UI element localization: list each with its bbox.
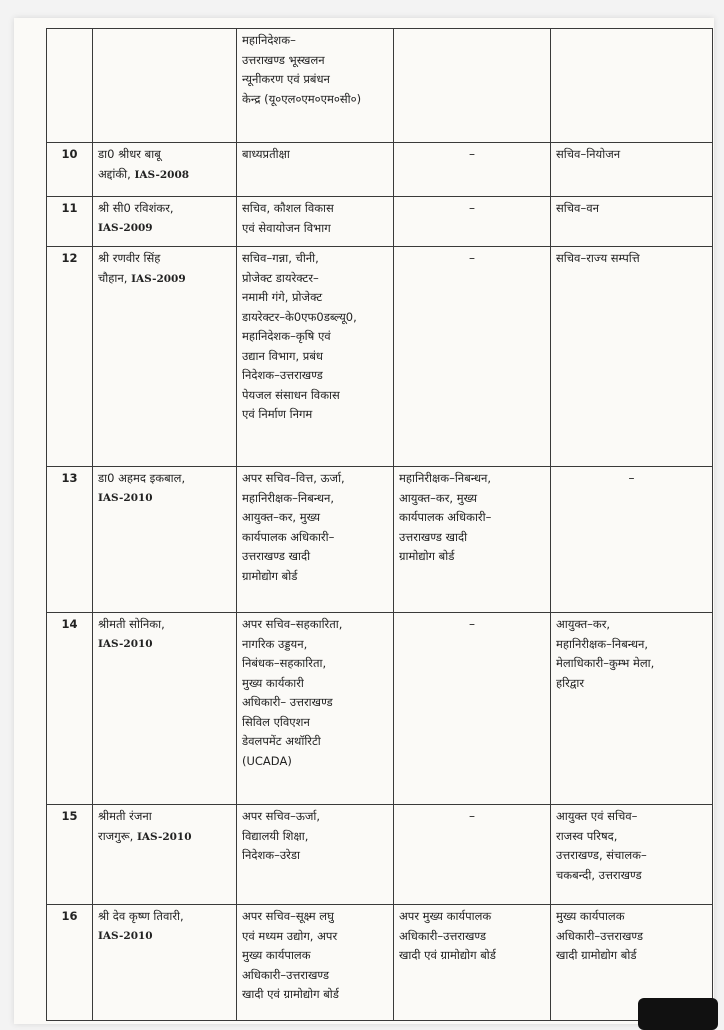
relieved-post: सचिव–नियोजन <box>551 143 713 197</box>
current-post: अपर सचिव–सहकारिता, नागरिक उड्डयन, निबंधक–सहकारिता, मुख्य कार्यकारी अधिकारी– उत्तराखण्ड सिविल एविएशन डेवलपमेंट अथॉरिटी (UCADA) <box>237 613 394 805</box>
ias-batch: IAS-2008 <box>134 168 190 181</box>
officer-name <box>93 29 237 143</box>
current-post: अपर सचिव–वित्त, ऊर्जा, महानिरीक्षक–निबन्धन, आयुक्त–कर, मुख्य कार्यपालक अधिकारी– उत्तराखण्ड खादी ग्रामोद्योग बोर्ड <box>237 467 394 613</box>
document-page <box>14 18 714 1024</box>
officer-name: श्री रणवीर सिंह चौहान, IAS-2009 <box>93 247 237 467</box>
ias-batch: IAS-2010 <box>98 491 153 504</box>
new-post: – <box>394 143 551 197</box>
serial-number: 13 <box>47 467 93 613</box>
table-row <box>47 467 713 613</box>
officer-name: श्रीमती सोनिका, IAS-2010 <box>93 613 237 805</box>
relieved-post: आयुक्त एवं सचिव– राजस्व परिषद, उत्तराखण्ड, संचालक– चकबन्दी, उत्तराखण्ड <box>551 805 713 905</box>
current-post: सचिव–गन्ना, चीनी, प्रोजेक्ट डायरेक्टर– नमामी गंगे, प्रोजेक्ट डायरेक्टर–के0एफ0डब्ल्यू0, महानिदेशक–कृषि एवं उद्यान विभाग, प्रबंध निदेशक–उत्तराखण्ड पेयजल संसाधन विकास एवं निर्माण निगम <box>237 247 394 467</box>
new-post: अपर मुख्य कार्यपालक अधिकारी–उत्तराखण्ड खादी एवं ग्रामोद्योग बोर्ड <box>394 905 551 1021</box>
officer-name: श्री सी0 रविशंकर, IAS-2009 <box>93 197 237 247</box>
overlay-badge <box>638 998 718 1030</box>
ias-batch: IAS-2010 <box>98 637 153 650</box>
relieved-post <box>551 29 713 143</box>
current-post: बाध्यप्रतीक्षा <box>237 143 394 197</box>
table-row <box>47 143 713 197</box>
serial-number: 15 <box>47 805 93 905</box>
new-post: – <box>394 197 551 247</box>
table-row <box>47 247 713 467</box>
serial-number: 11 <box>47 197 93 247</box>
ias-batch: IAS-2009 <box>98 221 153 234</box>
new-post: – <box>394 247 551 467</box>
transfer-order-table <box>46 28 713 1021</box>
table-row <box>47 197 713 247</box>
serial-number: 12 <box>47 247 93 467</box>
officer-name: डा0 अहमद इकबाल, IAS-2010 <box>93 467 237 613</box>
table-row <box>47 29 713 143</box>
officer-name: श्री देव कृष्ण तिवारी, IAS-2010 <box>93 905 237 1021</box>
relieved-post: सचिव–वन <box>551 197 713 247</box>
new-post: – <box>394 805 551 905</box>
relieved-post: आयुक्त–कर, महानिरीक्षक–निबन्धन, मेलाधिकारी–कुम्भ मेला, हरिद्वार <box>551 613 713 805</box>
officer-name: डा0 श्रीधर बाबू अद्दांकी, IAS-2008 <box>93 143 237 197</box>
serial-number: 10 <box>47 143 93 197</box>
serial-number: 16 <box>47 905 93 1021</box>
table-row <box>47 905 713 1021</box>
relieved-post: मुख्य कार्यपालक अधिकारी–उत्तराखण्ड खादी ग्रामोद्योग बोर्ड <box>551 905 713 1021</box>
new-post <box>394 29 551 143</box>
relieved-post: सचिव–राज्य सम्पत्ति <box>551 247 713 467</box>
relieved-post: – <box>551 467 713 613</box>
table-row <box>47 805 713 905</box>
new-post: – <box>394 613 551 805</box>
ias-batch: IAS-2010 <box>98 929 153 942</box>
ias-batch: IAS-2009 <box>131 272 186 285</box>
current-post: अपर सचिव–ऊर्जा, विद्यालयी शिक्षा, निदेशक–उरेडा <box>237 805 394 905</box>
officer-name: श्रीमती रंजना राजगुरू, IAS-2010 <box>93 805 237 905</box>
current-post: सचिव, कौशल विकास एवं सेवायोजन विभाग <box>237 197 394 247</box>
serial-number: 14 <box>47 613 93 805</box>
current-post: महानिदेशक– उत्तराखण्ड भूस्खलन न्यूनीकरण एवं प्रबंधन केन्द्र (यू०एल०एम०एम०सी०) <box>237 29 394 143</box>
ias-batch: IAS-2010 <box>136 830 192 843</box>
new-post: महानिरीक्षक–निबन्धन, आयुक्त–कर, मुख्य कार्यपालक अधिकारी– उत्तराखण्ड खादी ग्रामोद्योग बोर्ड <box>394 467 551 613</box>
serial-number <box>47 29 93 143</box>
current-post: अपर सचिव–सूक्ष्म लघु एवं मध्यम उद्योग, अपर मुख्य कार्यपालक अधिकारी–उत्तराखण्ड खादी एवं ग्रामोद्योग बोर्ड <box>237 905 394 1021</box>
table-row <box>47 613 713 805</box>
